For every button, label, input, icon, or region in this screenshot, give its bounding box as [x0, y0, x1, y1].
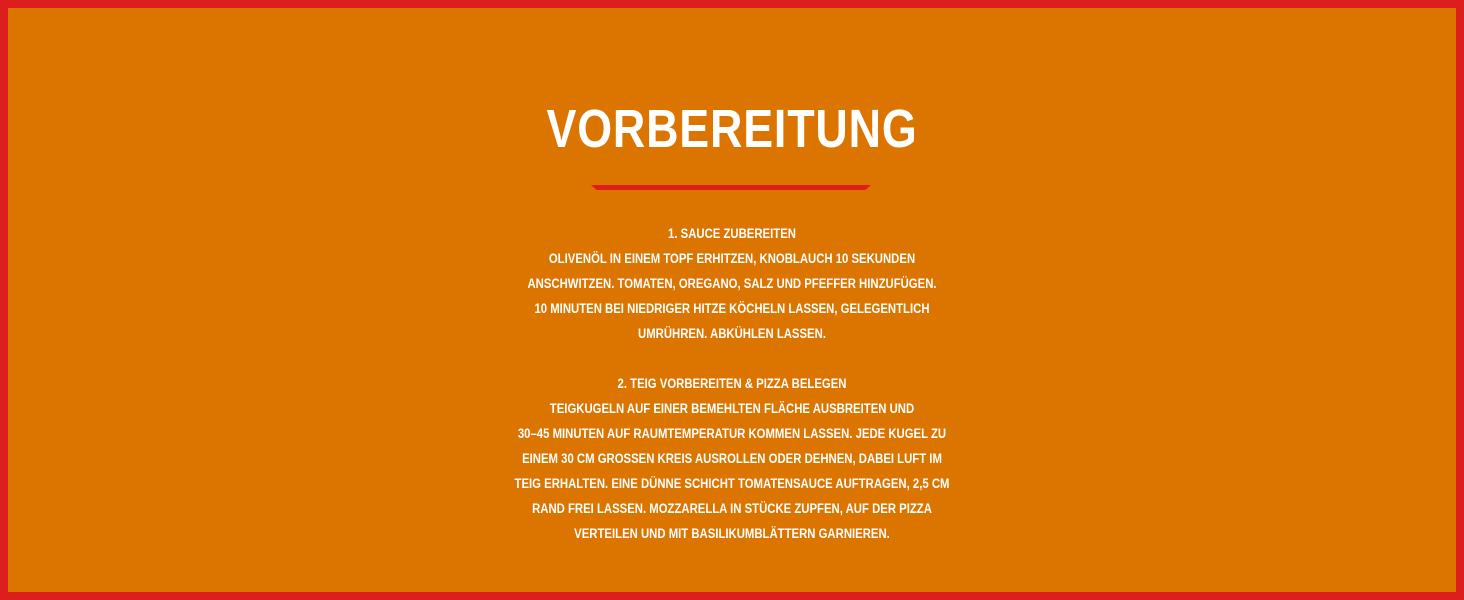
step-text-line: UMRÜHREN. ABKÜHLEN LASSEN.	[638, 326, 826, 341]
step-heading: 1. SAUCE ZUBEREITEN	[668, 226, 796, 241]
preparation-panel	[8, 8, 1456, 592]
steps-content	[124, 221, 1340, 571]
step-text-line: RAND FREI LASSEN. MOZZARELLA IN STÜCKE ZUPFEN, AUF DER PIZZA	[532, 501, 932, 516]
step-text-line: TEIG ERHALTEN. EINE DÜNNE SCHICHT TOMATENSAUCE AUFTRAGEN, 2,5 CM	[514, 476, 950, 491]
step-text-line: TEIGKUGELN AUF EINER BEMEHLTEN FLÄCHE AUSBREITEN UND	[549, 401, 915, 416]
step-heading: 2. TEIG VORBEREITEN & PIZZA BELEGEN	[617, 376, 847, 391]
step-text-line: 10 MINUTEN BEI NIEDRIGER HITZE KÖCHELN LASSEN, GELEGENTLICH	[534, 301, 930, 316]
title-divider	[591, 185, 871, 190]
step-text-line: ANSCHWITZEN. TOMATEN, OREGANO, SALZ UND PFEFFER HINZUFÜGEN.	[527, 276, 937, 291]
page-title: VORBEREITUNG	[546, 99, 918, 159]
step-text-line: EINEM 30 CM GROSSEN KREIS AUSROLLEN ODER DEHNEN, DABEI LUFT IM	[522, 451, 942, 466]
step-2	[124, 371, 1340, 546]
step-text-line: VERTEILEN UND MIT BASILIKUMBLÄTTERN GARNIEREN.	[574, 526, 890, 541]
step-text-line: 30–45 MINUTEN AUF RAUMTEMPERATUR KOMMEN LASSEN. JEDE KUGEL ZU	[517, 426, 947, 441]
step-1	[124, 221, 1340, 346]
step-text-line: OLIVENÖL IN EINEM TOPF ERHITZEN, KNOBLAUCH 10 SEKUNDEN	[548, 251, 916, 266]
